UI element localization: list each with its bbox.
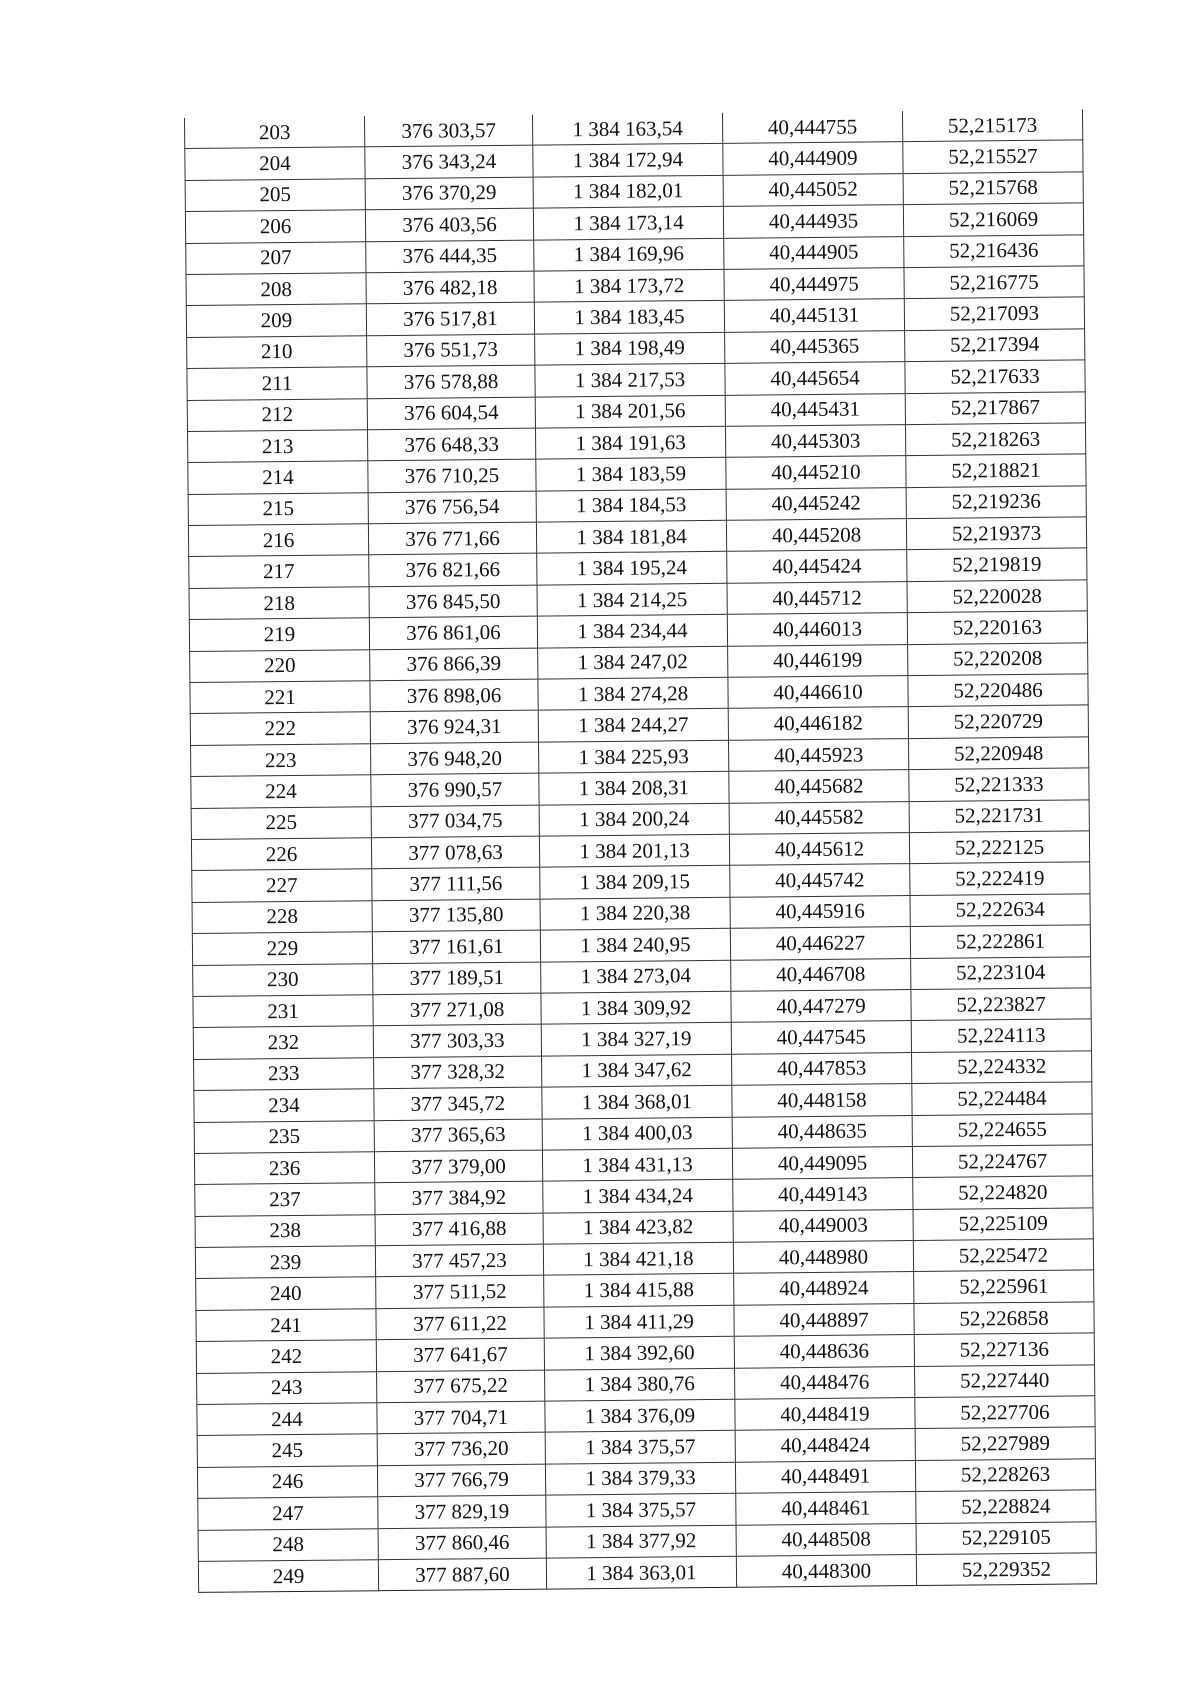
point-number-cell: 238 — [195, 1214, 375, 1247]
longitude-cell: 52,222125 — [909, 831, 1089, 864]
latitude-cell: 40,448491 — [735, 1460, 915, 1493]
longitude-cell: 52,229105 — [916, 1521, 1096, 1554]
latitude-cell: 40,444905 — [724, 236, 904, 269]
longitude-cell: 52,227706 — [915, 1396, 1095, 1429]
point-number-cell: 243 — [197, 1371, 377, 1404]
latitude-cell: 40,445242 — [726, 487, 906, 520]
x-coordinate-cell: 377 736,20 — [377, 1433, 545, 1466]
x-coordinate-cell: 377 511,52 — [376, 1276, 544, 1309]
y-coordinate-cell: 1 384 201,56 — [535, 395, 725, 428]
y-coordinate-cell: 1 384 195,24 — [537, 552, 727, 585]
point-number-cell: 221 — [190, 681, 370, 714]
x-coordinate-cell: 376 403,56 — [365, 208, 533, 241]
longitude-cell: 52,223104 — [911, 956, 1091, 989]
x-coordinate-cell: 376 710,25 — [368, 459, 536, 492]
y-coordinate-cell: 1 384 347,62 — [542, 1054, 732, 1087]
point-number-cell: 213 — [188, 430, 368, 463]
x-coordinate-cell: 377 345,72 — [374, 1087, 542, 1120]
point-number-cell: 245 — [197, 1434, 377, 1467]
y-coordinate-cell: 1 384 184,53 — [536, 489, 726, 522]
x-coordinate-cell: 376 924,31 — [370, 711, 538, 744]
point-number-cell: 203 — [184, 116, 364, 149]
latitude-cell: 40,447545 — [731, 1021, 911, 1054]
longitude-cell: 52,227440 — [915, 1364, 1095, 1397]
point-number-cell: 216 — [188, 524, 368, 557]
latitude-cell: 40,444975 — [724, 268, 904, 301]
point-number-cell: 228 — [192, 900, 372, 933]
longitude-cell: 52,220948 — [908, 737, 1088, 770]
y-coordinate-cell: 1 384 377,92 — [546, 1525, 736, 1558]
latitude-cell: 40,448419 — [735, 1398, 915, 1431]
latitude-cell: 40,449143 — [733, 1178, 913, 1211]
x-coordinate-cell: 377 034,75 — [371, 805, 539, 838]
latitude-cell: 40,445210 — [726, 456, 906, 489]
point-number-cell: 214 — [188, 461, 368, 494]
latitude-cell: 40,445424 — [727, 550, 907, 583]
point-number-cell: 249 — [198, 1560, 378, 1593]
latitude-cell: 40,448424 — [735, 1429, 915, 1462]
y-coordinate-cell: 1 384 247,02 — [538, 646, 728, 679]
y-coordinate-cell: 1 384 181,84 — [536, 520, 726, 553]
x-coordinate-cell: 377 189,51 — [373, 962, 541, 995]
x-coordinate-cell: 376 948,20 — [371, 742, 539, 775]
y-coordinate-cell: 1 384 209,15 — [540, 866, 730, 899]
point-number-cell: 227 — [192, 869, 372, 902]
y-coordinate-cell: 1 384 273,04 — [541, 960, 731, 993]
y-coordinate-cell: 1 384 400,03 — [542, 1117, 732, 1150]
latitude-cell: 40,445654 — [725, 362, 905, 395]
point-number-cell: 206 — [185, 210, 365, 243]
latitude-cell: 40,446182 — [728, 707, 908, 740]
latitude-cell: 40,448508 — [736, 1523, 916, 1556]
x-coordinate-cell: 377 328,32 — [374, 1056, 542, 1089]
y-coordinate-cell: 1 384 208,31 — [539, 772, 729, 805]
latitude-cell: 40,447853 — [732, 1052, 912, 1085]
longitude-cell: 52,226858 — [914, 1302, 1094, 1335]
latitude-cell: 40,444755 — [722, 111, 902, 144]
point-number-cell: 207 — [186, 241, 366, 274]
longitude-cell: 52,225961 — [914, 1270, 1094, 1303]
longitude-cell: 52,227136 — [914, 1333, 1094, 1366]
x-coordinate-cell: 377 111,56 — [372, 867, 540, 900]
y-coordinate-cell: 1 384 327,19 — [541, 1023, 731, 1056]
point-number-cell: 230 — [193, 963, 373, 996]
x-coordinate-cell: 376 898,06 — [370, 679, 538, 712]
longitude-cell: 52,219819 — [907, 548, 1087, 581]
latitude-cell: 40,445682 — [729, 770, 909, 803]
point-number-cell: 208 — [186, 273, 366, 306]
coordinates-table-body — [184, 109, 1096, 1592]
x-coordinate-cell: 377 379,00 — [374, 1150, 542, 1183]
latitude-cell: 40,445431 — [725, 393, 905, 426]
y-coordinate-cell: 1 384 368,01 — [542, 1085, 732, 1118]
y-coordinate-cell: 1 384 421,18 — [543, 1242, 733, 1275]
longitude-cell: 52,220729 — [908, 705, 1088, 738]
longitude-cell: 52,227989 — [915, 1427, 1095, 1460]
latitude-cell: 40,444935 — [723, 205, 903, 238]
x-coordinate-cell: 376 990,57 — [371, 773, 539, 806]
x-coordinate-cell: 376 845,50 — [369, 585, 537, 618]
longitude-cell: 52,215768 — [903, 172, 1083, 205]
latitude-cell: 40,449095 — [732, 1146, 912, 1179]
latitude-cell: 40,448897 — [734, 1303, 914, 1336]
longitude-cell: 52,218263 — [905, 423, 1085, 456]
longitude-cell: 52,220208 — [908, 642, 1088, 675]
x-coordinate-cell: 377 860,46 — [378, 1527, 546, 1560]
y-coordinate-cell: 1 384 411,29 — [544, 1305, 734, 1338]
y-coordinate-cell: 1 384 392,60 — [544, 1337, 734, 1370]
point-number-cell: 219 — [189, 618, 369, 651]
point-number-cell: 242 — [196, 1340, 376, 1373]
x-coordinate-cell: 377 416,88 — [375, 1213, 543, 1246]
latitude-cell: 40,446013 — [727, 613, 907, 646]
point-number-cell: 237 — [195, 1183, 375, 1216]
x-coordinate-cell: 377 887,60 — [378, 1558, 546, 1591]
point-number-cell: 239 — [195, 1246, 375, 1279]
y-coordinate-cell: 1 384 220,38 — [540, 897, 730, 930]
longitude-cell: 52,224332 — [912, 1051, 1092, 1084]
y-coordinate-cell: 1 384 182,01 — [533, 175, 723, 208]
point-number-cell: 234 — [194, 1089, 374, 1122]
y-coordinate-cell: 1 384 434,24 — [543, 1180, 733, 1213]
x-coordinate-cell: 376 444,35 — [366, 240, 534, 273]
x-coordinate-cell: 377 384,92 — [375, 1181, 543, 1214]
x-coordinate-cell: 377 611,22 — [376, 1307, 544, 1340]
latitude-cell: 40,445923 — [728, 738, 908, 771]
point-number-cell: 222 — [190, 712, 370, 745]
point-number-cell: 223 — [191, 744, 371, 777]
x-coordinate-cell: 376 756,54 — [368, 491, 536, 524]
latitude-cell: 40,448635 — [732, 1115, 912, 1148]
point-number-cell: 218 — [189, 587, 369, 620]
latitude-cell: 40,448636 — [734, 1335, 914, 1368]
latitude-cell: 40,447279 — [731, 990, 911, 1023]
latitude-cell: 40,448476 — [735, 1366, 915, 1399]
latitude-cell: 40,445208 — [726, 519, 906, 552]
latitude-cell: 40,445303 — [725, 424, 905, 457]
point-number-cell: 233 — [194, 1057, 374, 1090]
point-number-cell: 220 — [190, 649, 370, 682]
y-coordinate-cell: 1 384 431,13 — [542, 1148, 732, 1181]
y-coordinate-cell: 1 384 415,88 — [544, 1274, 734, 1307]
y-coordinate-cell: 1 384 375,57 — [546, 1493, 736, 1526]
coordinates-table — [184, 109, 1097, 1593]
y-coordinate-cell: 1 384 163,54 — [532, 113, 722, 146]
point-number-cell: 240 — [196, 1277, 376, 1310]
x-coordinate-cell: 376 866,39 — [370, 648, 538, 681]
y-coordinate-cell: 1 384 234,44 — [537, 615, 727, 648]
x-coordinate-cell: 376 517,81 — [366, 302, 534, 335]
latitude-cell: 40,445582 — [729, 801, 909, 834]
y-coordinate-cell: 1 384 380,76 — [545, 1368, 735, 1401]
point-number-cell: 204 — [185, 147, 365, 180]
longitude-cell: 52,228824 — [916, 1490, 1096, 1523]
x-coordinate-cell: 377 271,08 — [373, 993, 541, 1026]
longitude-cell: 52,224484 — [912, 1082, 1092, 1115]
point-number-cell: 225 — [191, 806, 371, 839]
longitude-cell: 52,224655 — [912, 1113, 1092, 1146]
longitude-cell: 52,228263 — [915, 1459, 1095, 1492]
y-coordinate-cell: 1 384 217,53 — [535, 363, 725, 396]
longitude-cell: 52,225472 — [913, 1239, 1093, 1272]
longitude-cell: 52,225109 — [913, 1207, 1093, 1240]
point-number-cell: 217 — [189, 555, 369, 588]
x-coordinate-cell: 376 343,24 — [365, 146, 533, 179]
longitude-cell: 52,215527 — [903, 140, 1083, 173]
x-coordinate-cell: 376 482,18 — [366, 271, 534, 304]
y-coordinate-cell: 1 384 225,93 — [539, 740, 729, 773]
x-coordinate-cell: 377 675,22 — [377, 1370, 545, 1403]
y-coordinate-cell: 1 384 200,24 — [539, 803, 729, 836]
longitude-cell: 52,219236 — [906, 486, 1086, 519]
y-coordinate-cell: 1 384 169,96 — [534, 238, 724, 271]
latitude-cell: 40,445742 — [730, 864, 910, 897]
x-coordinate-cell: 377 365,63 — [374, 1119, 542, 1152]
x-coordinate-cell: 376 648,33 — [368, 428, 536, 461]
longitude-cell: 52,216775 — [904, 266, 1084, 299]
longitude-cell: 52,216436 — [904, 234, 1084, 267]
x-coordinate-cell: 377 078,63 — [371, 836, 539, 869]
x-coordinate-cell: 377 135,80 — [372, 899, 540, 932]
longitude-cell: 52,229352 — [916, 1553, 1096, 1586]
latitude-cell: 40,448158 — [732, 1084, 912, 1117]
x-coordinate-cell: 377 641,67 — [376, 1338, 544, 1371]
longitude-cell: 52,217394 — [905, 329, 1085, 362]
latitude-cell: 40,446199 — [728, 644, 908, 677]
longitude-cell: 52,217093 — [904, 297, 1084, 330]
latitude-cell: 40,445712 — [727, 581, 907, 614]
latitude-cell: 40,445612 — [729, 833, 909, 866]
y-coordinate-cell: 1 384 423,82 — [543, 1211, 733, 1244]
y-coordinate-cell: 1 384 244,27 — [538, 709, 728, 742]
longitude-cell: 52,220028 — [907, 580, 1087, 613]
x-coordinate-cell: 377 766,79 — [377, 1464, 545, 1497]
y-coordinate-cell: 1 384 309,92 — [541, 991, 731, 1024]
longitude-cell: 52,224113 — [911, 1019, 1091, 1052]
y-coordinate-cell: 1 384 191,63 — [535, 426, 725, 459]
longitude-cell: 52,217633 — [905, 360, 1085, 393]
longitude-cell: 52,221731 — [909, 799, 1089, 832]
latitude-cell: 40,446227 — [730, 927, 910, 960]
point-number-cell: 247 — [198, 1497, 378, 1530]
longitude-cell: 52,222634 — [910, 894, 1090, 927]
y-coordinate-cell: 1 384 173,72 — [534, 269, 724, 302]
longitude-cell: 52,219373 — [906, 517, 1086, 550]
y-coordinate-cell: 1 384 173,14 — [533, 206, 723, 239]
point-number-cell: 224 — [191, 775, 371, 808]
longitude-cell: 52,222861 — [910, 925, 1090, 958]
x-coordinate-cell: 377 704,71 — [377, 1401, 545, 1434]
point-number-cell: 248 — [198, 1528, 378, 1561]
longitude-cell: 52,217867 — [905, 391, 1085, 424]
longitude-cell: 52,220486 — [908, 674, 1088, 707]
y-coordinate-cell: 1 384 172,94 — [533, 144, 723, 177]
x-coordinate-cell: 377 161,61 — [372, 930, 540, 963]
point-number-cell: 212 — [187, 398, 367, 431]
point-number-cell: 226 — [191, 838, 371, 871]
x-coordinate-cell: 377 303,33 — [373, 1024, 541, 1057]
point-number-cell: 210 — [187, 335, 367, 368]
x-coordinate-cell: 376 370,29 — [365, 177, 533, 210]
point-number-cell: 229 — [192, 932, 372, 965]
point-number-cell: 236 — [194, 1152, 374, 1185]
point-number-cell: 232 — [193, 1026, 373, 1059]
y-coordinate-cell: 1 384 183,45 — [534, 301, 724, 334]
point-number-cell: 231 — [193, 995, 373, 1028]
longitude-cell: 52,220163 — [907, 611, 1087, 644]
latitude-cell: 40,445131 — [724, 299, 904, 332]
y-coordinate-cell: 1 384 376,09 — [545, 1399, 735, 1432]
longitude-cell: 52,221333 — [909, 768, 1089, 801]
latitude-cell: 40,448980 — [733, 1241, 913, 1274]
point-number-cell: 211 — [187, 367, 367, 400]
x-coordinate-cell: 377 829,19 — [378, 1495, 546, 1528]
latitude-cell: 40,445916 — [730, 895, 910, 928]
y-coordinate-cell: 1 384 214,25 — [537, 583, 727, 616]
longitude-cell: 52,218821 — [906, 454, 1086, 487]
y-coordinate-cell: 1 384 363,01 — [546, 1556, 736, 1589]
y-coordinate-cell: 1 384 379,33 — [545, 1462, 735, 1495]
x-coordinate-cell: 376 821,66 — [369, 554, 537, 587]
latitude-cell: 40,448924 — [734, 1272, 914, 1305]
latitude-cell: 40,448461 — [736, 1492, 916, 1525]
latitude-cell: 40,446610 — [728, 676, 908, 709]
longitude-cell: 52,224767 — [912, 1145, 1092, 1178]
x-coordinate-cell: 376 551,73 — [367, 334, 535, 367]
y-coordinate-cell: 1 384 183,59 — [536, 458, 726, 491]
latitude-cell: 40,448300 — [736, 1555, 916, 1588]
x-coordinate-cell: 376 771,66 — [368, 522, 536, 555]
y-coordinate-cell: 1 384 240,95 — [540, 928, 730, 961]
x-coordinate-cell: 376 604,54 — [367, 397, 535, 430]
x-coordinate-cell: 376 861,06 — [369, 616, 537, 649]
y-coordinate-cell: 1 384 274,28 — [538, 677, 728, 710]
point-number-cell: 244 — [197, 1403, 377, 1436]
y-coordinate-cell: 1 384 375,57 — [545, 1431, 735, 1464]
point-number-cell: 241 — [196, 1309, 376, 1342]
latitude-cell: 40,445365 — [725, 330, 905, 363]
latitude-cell: 40,445052 — [723, 173, 903, 206]
x-coordinate-cell: 376 303,57 — [364, 115, 532, 148]
longitude-cell: 52,222419 — [910, 862, 1090, 895]
point-number-cell: 235 — [194, 1120, 374, 1153]
x-coordinate-cell: 377 457,23 — [375, 1244, 543, 1277]
x-coordinate-cell: 376 578,88 — [367, 365, 535, 398]
point-number-cell: 205 — [185, 179, 365, 212]
longitude-cell: 52,215173 — [902, 109, 1082, 142]
longitude-cell: 52,223827 — [911, 988, 1091, 1021]
point-number-cell: 209 — [186, 304, 366, 337]
latitude-cell: 40,449003 — [733, 1209, 913, 1242]
latitude-cell: 40,446708 — [731, 958, 911, 991]
y-coordinate-cell: 1 384 201,13 — [539, 834, 729, 867]
longitude-cell: 52,216069 — [903, 203, 1083, 236]
point-number-cell: 246 — [197, 1466, 377, 1499]
latitude-cell: 40,444909 — [723, 142, 903, 175]
longitude-cell: 52,224820 — [913, 1176, 1093, 1209]
y-coordinate-cell: 1 384 198,49 — [535, 332, 725, 365]
point-number-cell: 215 — [188, 492, 368, 525]
